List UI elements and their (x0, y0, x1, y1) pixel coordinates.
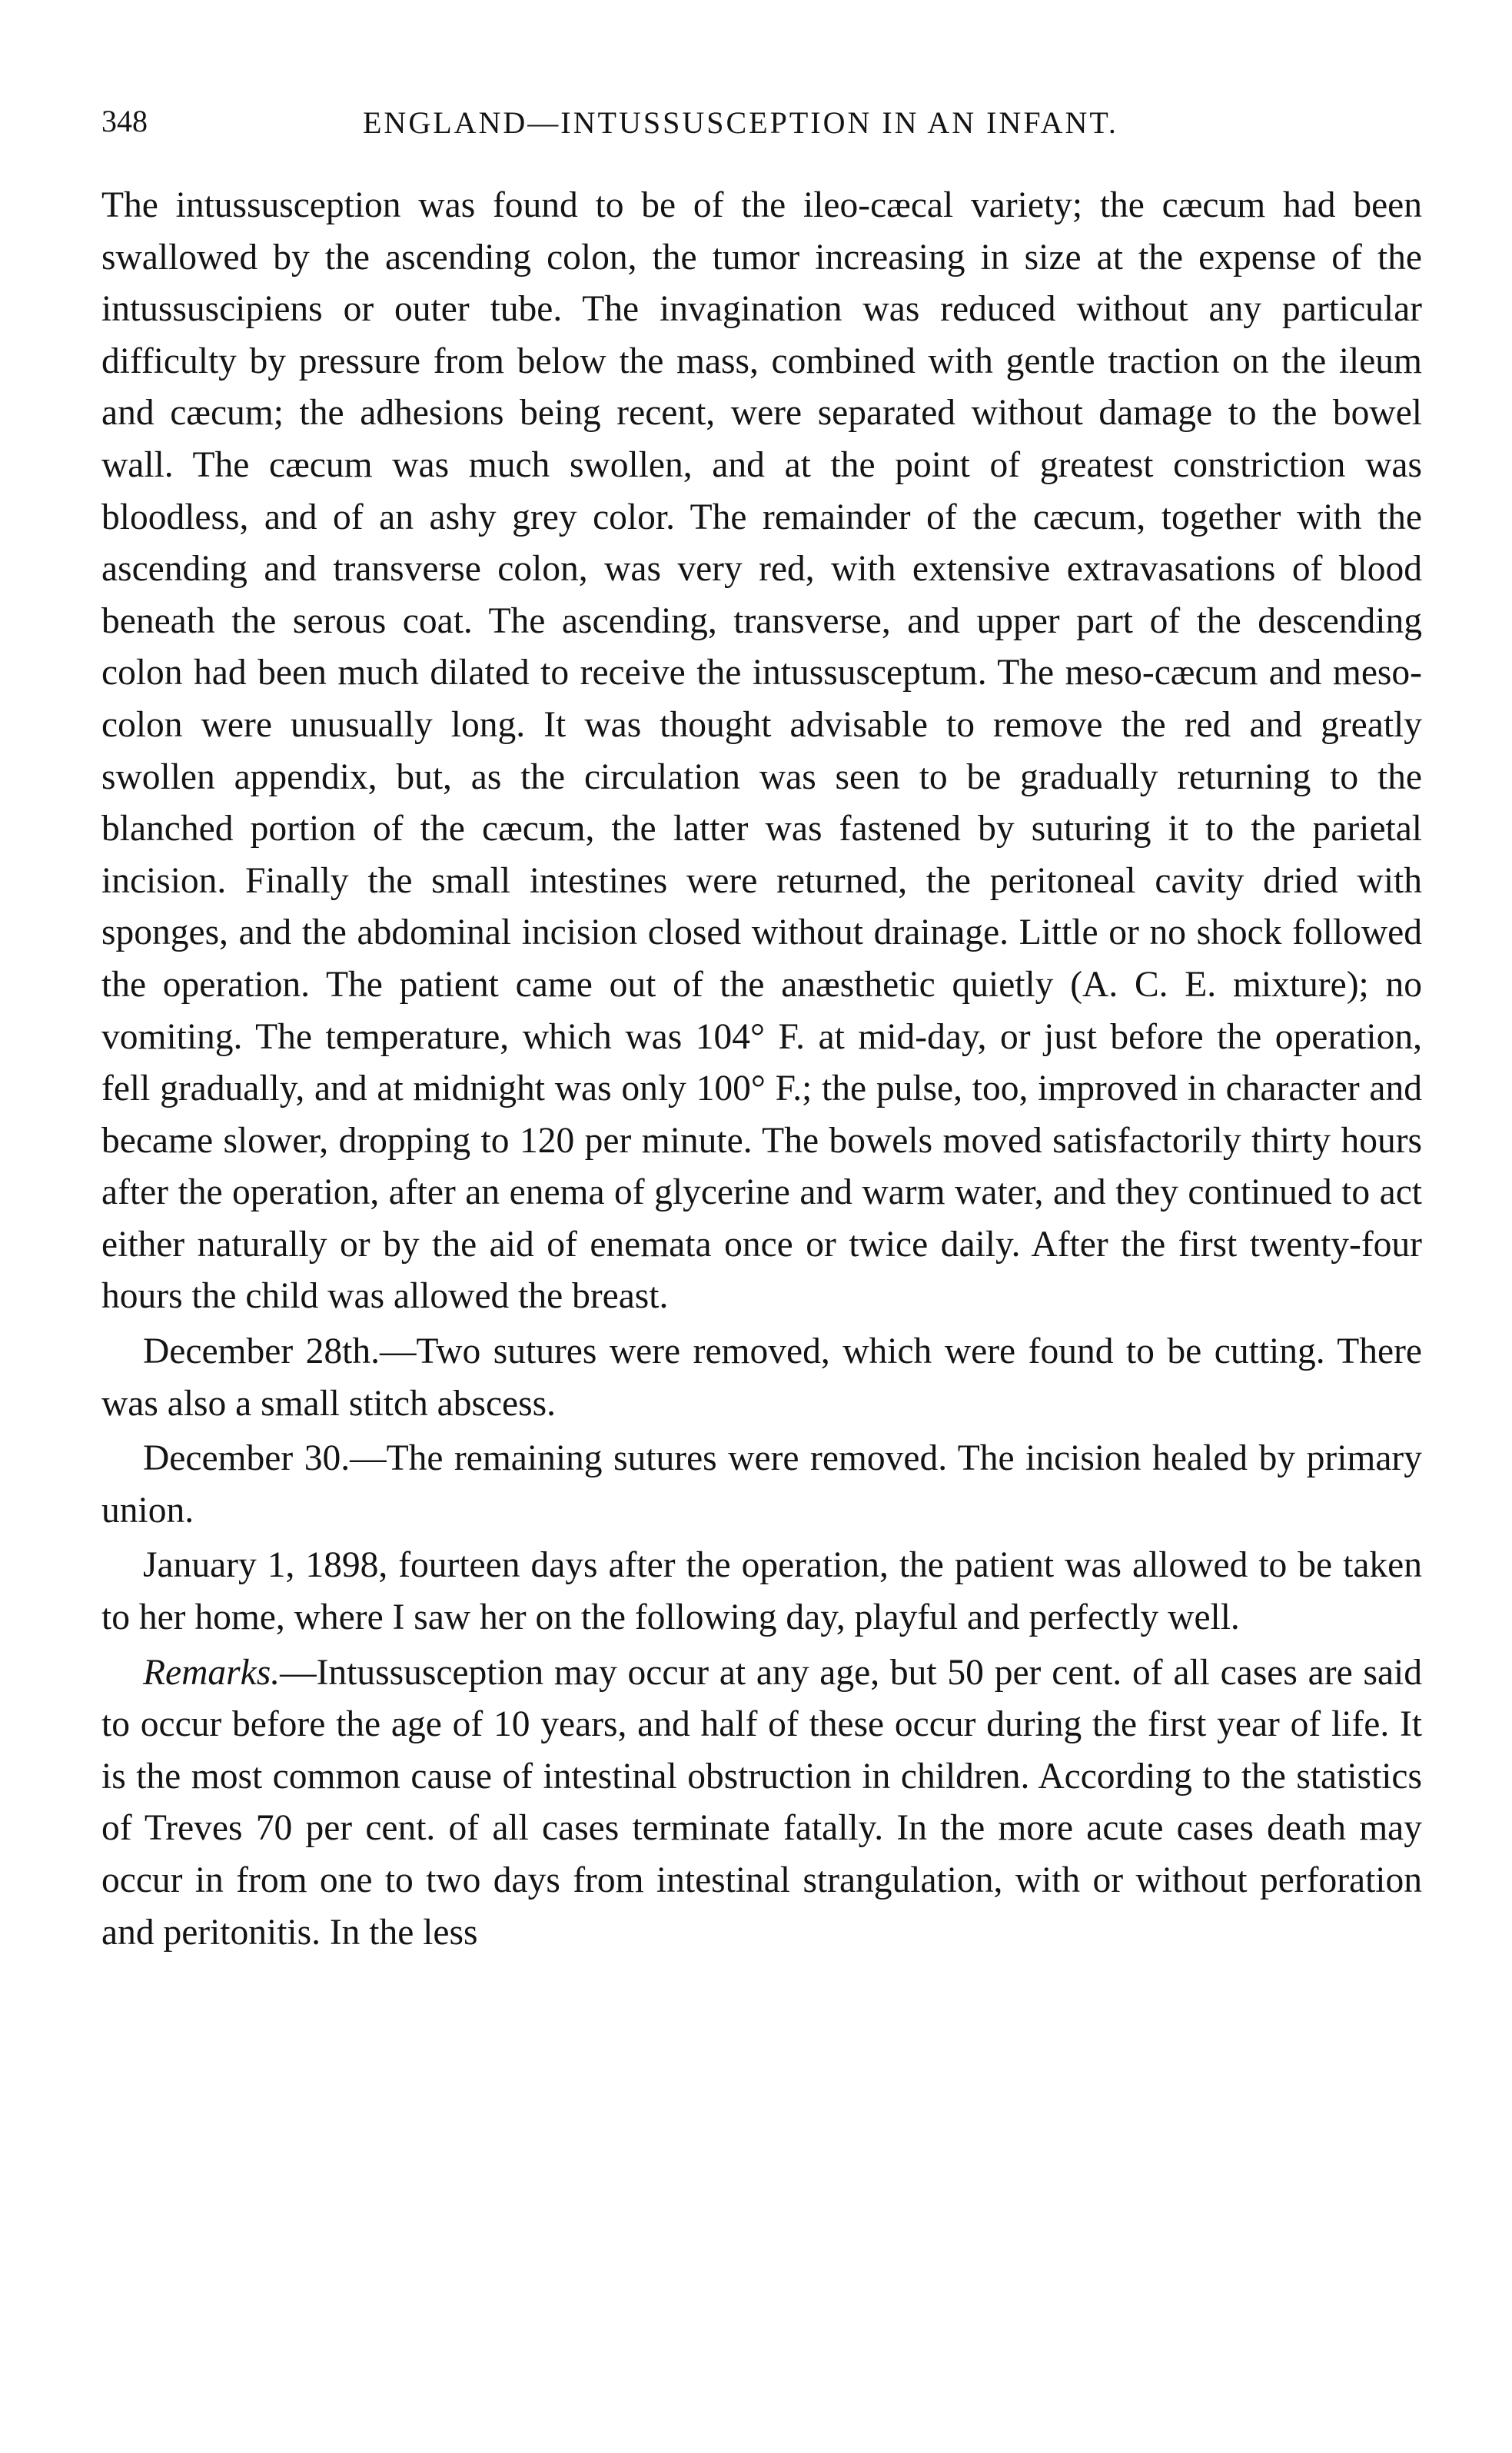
page-header (101, 98, 1422, 149)
book-page (101, 98, 1422, 1962)
body-text (101, 180, 1422, 1959)
remarks-label: Remarks. (143, 1652, 281, 1693)
paragraph-december-30: December 30.—The remaining sutures were removed. The incision healed by primary union. (101, 1438, 1422, 1531)
paragraph-december-28: December 28th.—Two sutures were removed, which were found to be cutting. There was also a small stitch abscess. (101, 1331, 1422, 1424)
paragraph-operation-findings: The intussusception was found to be of the ileo-cæcal variety; the cæcum had been swallowed by the ascending colon, the tumor increasing in size at the expense of the intussuscipiens or outer tube. The invagination was reduced without any particular difficulty by pressure from below the mass, combined with gentle traction on the ileum and cæcum; the adhesions being recent, were separated without damage to the bowel wall. The cæcum was much swollen, and at the point of greatest constriction was bloodless, and of an ashy grey color. The remainder of the cæcum, together with the ascending and transverse colon, was very red, with extensive extravasations of blood beneath the serous coat. The ascending, transverse, and upper part of the descending colon had been much dilated to receive the intussusceptum. The meso-cæcum and meso-colon were unusually long. It was thought advisable to remove the red and greatly swollen appendix, but, as the circulation was seen to be gradually returning to the blanched portion of the cæcum, the latter was fastened by suturing it to the parietal incision. Finally the small intestines were returned, the peritoneal cavity dried with sponges, and the abdominal incision closed without drainage. Little or no shock followed the operation. The patient came out of the anæsthetic quietly (A. C. E. mixture); no vomiting. The temperature, which was 104° F. at mid-day, or just before the operation, fell gradually, and at midnight was only 100° F.; the pulse, too, improved in character and became slower, dropping to 120 per minute. The bowels moved satisfactorily thirty hours after the operation, after an enema of glycerine and warm water, and they continued to act either naturally or by the aid of enemata once or twice daily. After the first twenty-four hours the child was allowed the breast. (101, 185, 1422, 1317)
running-head: ENGLAND—INTUSSUSCEPTION IN AN INFANT. (363, 105, 1118, 140)
paragraph-remarks (101, 1647, 1422, 1959)
paragraph-january-1: January 1, 1898, fourteen days after the operation, the patient was allowed to be taken to her home, where I saw her on the following day, playful and perfectly well. (101, 1545, 1422, 1638)
page-number: 348 (101, 104, 148, 138)
remarks-text: —Intussusception may occur at any age, but 50 per cent. of all cases are said to occur before the age of 10 years, and half of these occur during the first year of life. It is the most common cause of intestinal obstruction in children. According to the statistics of Treves 70 per cent. of all cases terminate fatally. In the more acute cases death may occur in from one to two days from intestinal strangulation, with or without perforation and peritonitis. In the less (101, 1652, 1422, 1953)
